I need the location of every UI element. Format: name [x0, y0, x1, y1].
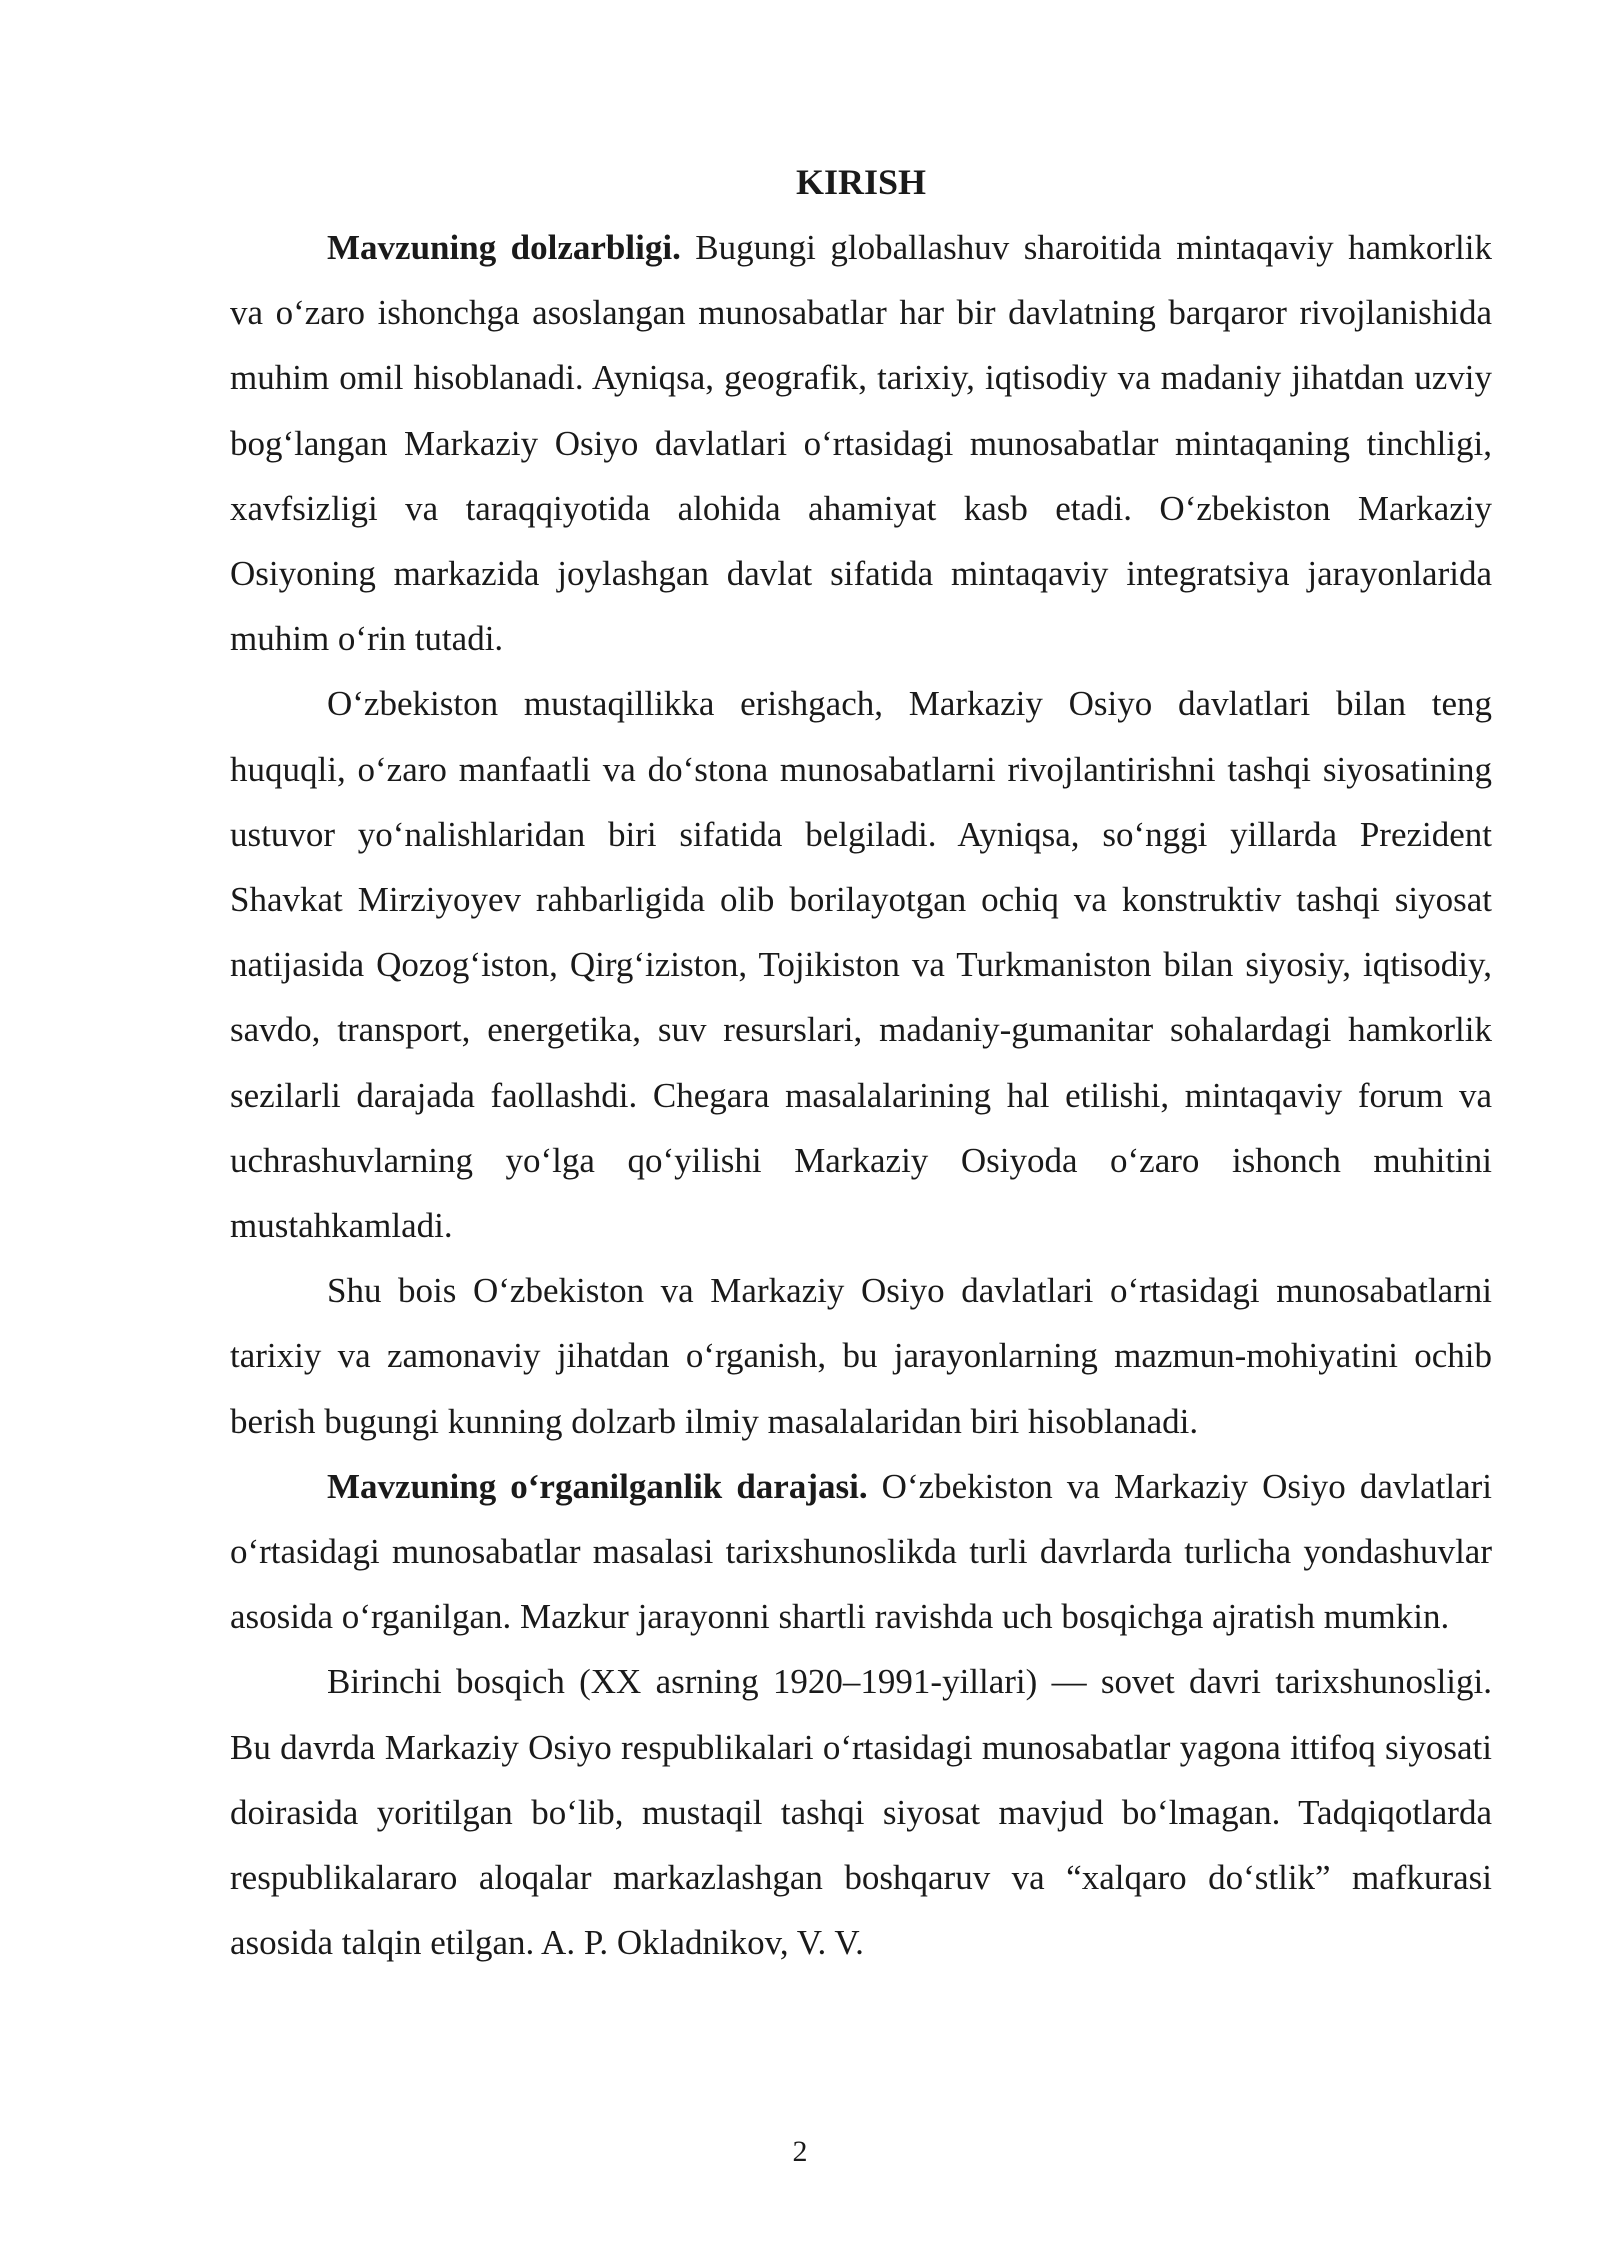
- paragraph-study-degree: [230, 1454, 1492, 1650]
- page-number: 2: [792, 2135, 808, 2168]
- paragraph-text: O‘zbekiston mustaqillikka erishgach, Markaziy Osiyo davlatlari bilan teng huquqli, o‘zaro manfaatli va do‘stona munosabatlarni rivojlantirishni tashqi siyosatining ustuvor yo‘nalishlaridan biri sifatida belgiladi. Ayniqsa, so‘nggi yillarda Prezident Shavkat Mirziyoyev rahbarligida olib borilayotgan ochiq va konstruktiv tashqi siyosat natijasida Qozog‘iston, Qirg‘iziston, Tojikiston va Turkmaniston bilan siyosiy, iqtisodiy, savdo, transport, energetika, suv resurslari, madaniy-gumanitar sohalardagi hamkorlik sezilarli darajada faollashdi. Chegara masalalarining hal etilishi, mintaqaviy forum va uchrashuvlarning yo‘lga qo‘yilishi Markaziy Osiyoda o‘zaro ishonch muhitini mustahkamladi.: [230, 684, 1492, 1246]
- document-page: [230, 150, 1492, 1975]
- paragraph-text: O‘zbekiston va Markaziy Osiyo davlatlari o‘rtasidagi munosabatlar masalasi tarixshunoslikda turli davrlarda turlicha yondashuvlar asosida o‘rganilgan. Mazkur jarayonni shartli ravishda uch bosqichga ajratish mumkin.: [230, 1466, 1493, 1637]
- paragraph-text: Bugungi globallashuv sharoitida mintaqaviy hamkorlik va o‘zaro ishonchga asoslangan munosabatlar har bir davlatning barqaror rivojlanishida muhim omil hisoblanadi. Ayniqsa, geografik, tarixiy, iqtisodiy va madaniy jihatdan uzviy bog‘langan Markaziy Osiyo davlatlari o‘rtasidagi munosabatlar mintaqaning tinchligi, xavfsizligi va taraqqiyotida alohida ahamiyat kasb etadi. O‘zbekiston Markaziy Osiyoning markazida joylashgan davlat sifatida mintaqaviy integratsiya jarayonlarida muhim o‘rin tutadi.: [230, 228, 1493, 659]
- paragraph-lead: Mavzuning dolzarbligi.: [327, 228, 681, 267]
- paragraph-conclusion: [230, 1258, 1492, 1454]
- paragraph-text: Shu bois O‘zbekiston va Markaziy Osiyo davlatlari o‘rtasidagi munosabatlarni tarixiy va zamonaviy jihatdan o‘rganish, bu jarayonlarning mazmun-mohiyatini ochib berish bugungi kunning dolzarb ilmiy masalalaridan biri hisoblanadi.: [230, 1271, 1492, 1441]
- paragraph-lead: Mavzuning o‘rganilganlik darajasi.: [327, 1466, 868, 1506]
- paragraph-independence: [230, 671, 1492, 1258]
- paragraph-text: Birinchi bosqich (XX asrning 1920–1991-yillari) — sovet davri tarixshunosligi. Bu davrda Markaziy Osiyo respublikalari o‘rtasidagi munosabatlar yagona ittifoq siyosati doirasida yoritilgan bo‘lib, mustaqil tashqi siyosat mavjud bo‘lmagan. Tadqiqotlarda respublikalararo aloqalar markazlashgan boshqaruv va “xalqaro do‘stlik” mafkurasi asosida talqin etilgan. A. P. Okladnikov, V. V.: [230, 1662, 1492, 1963]
- section-heading: KIRISH: [795, 162, 927, 202]
- paragraph-first-stage: [230, 1649, 1492, 1975]
- paragraph-relevance: [230, 215, 1492, 671]
